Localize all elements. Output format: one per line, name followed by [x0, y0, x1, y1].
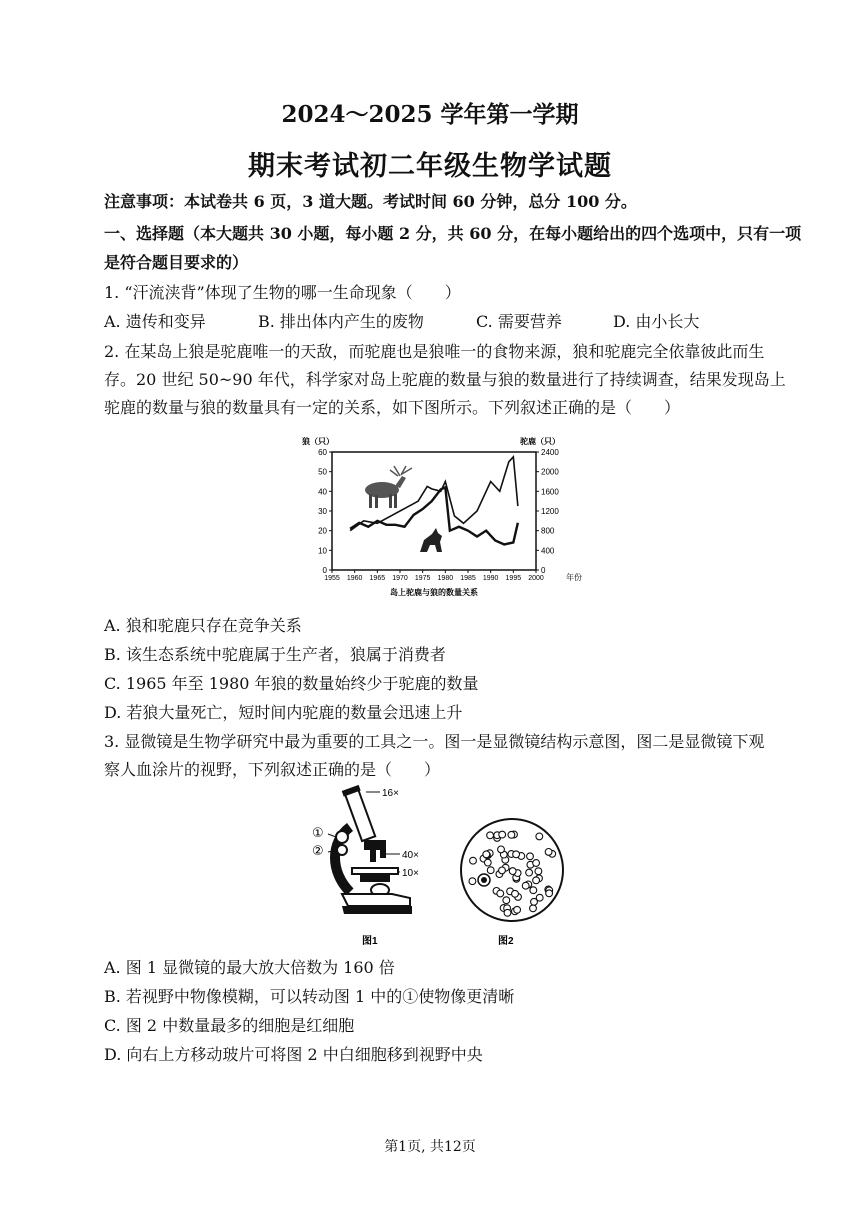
q2-option-c: C. 1965 年至 1980 年狼的数量始终少于驼鹿的数量: [104, 674, 479, 693]
blood-smear-figure: [452, 818, 572, 952]
red-blood-cell: [483, 851, 490, 858]
y-right-tick-label: 800: [541, 526, 555, 536]
y-right-tick-label: 2000: [541, 467, 559, 477]
y-left-tick-label: 50: [318, 467, 327, 477]
red-blood-cell: [487, 867, 494, 874]
red-blood-cell: [509, 868, 516, 875]
red-blood-cell: [527, 853, 534, 860]
red-blood-cell: [546, 890, 553, 897]
y-right-tick-label: 400: [541, 546, 555, 556]
red-blood-cell: [487, 832, 494, 839]
y-left-tick-label: 10: [318, 546, 327, 556]
red-blood-cell: [526, 869, 533, 876]
q2-stem-line3: 驼鹿的数量与狼的数量具有一定的关系，如下图所示。下列叙述正确的是（ ）: [104, 398, 681, 417]
moose-illustration: [365, 466, 412, 508]
red-blood-cell: [513, 851, 520, 858]
notice: 注意事项：本试卷共 6 页，3 道大题。考试时间 60 分钟，总分 100 分。: [104, 192, 637, 211]
chart-title: 岛上驼鹿与狼的数量关系: [390, 588, 478, 597]
red-blood-cell: [497, 890, 504, 897]
population-chart: [300, 432, 600, 600]
q3-stem-line1: 3. 显微镜是生物学研究中最为重要的工具之一。图一是显微镜结构示意图，图二是显微镜下观: [104, 732, 765, 751]
red-blood-cell: [533, 877, 540, 884]
y-right-tick-label: 1600: [541, 487, 559, 497]
x-tick-label: 2000: [528, 575, 544, 582]
objective-low-label: 10×: [402, 868, 419, 879]
q3-option-d: D. 向右上方移动玻片可将图 2 中白细胞移到视野中央: [104, 1045, 483, 1064]
plot-frame: [332, 452, 536, 570]
x-tick-label: 1960: [346, 575, 363, 582]
red-blood-cell: [535, 868, 542, 875]
x-tick-label: 1980: [437, 575, 454, 582]
y-left-tick-label: 60: [318, 448, 327, 457]
x-tick-label: 1970: [392, 575, 408, 582]
wolf-illustration: [420, 528, 442, 552]
q2-option-b: B. 该生态系统中驼鹿属于生产者，狼属于消费者: [104, 645, 446, 664]
fig1-caption: 图1: [362, 936, 378, 947]
q1-option-c: C. 需要营养: [476, 312, 562, 331]
y-left-axis-label: 狼（只）: [302, 437, 334, 446]
y-right-tick-label: 0: [541, 566, 546, 575]
q3-stem-line2: 察人血涂片的视野，下列叙述正确的是（ ）: [104, 760, 441, 779]
red-blood-cell: [512, 890, 519, 897]
q2-option-d: D. 若狼大量死亡，短时间内驼鹿的数量会迅速上升: [104, 703, 463, 722]
part-1-label: ①: [312, 826, 324, 841]
red-blood-cell: [530, 887, 537, 894]
red-blood-cell: [514, 906, 521, 913]
y-right-tick-label: 1200: [541, 507, 559, 516]
y-left-tick-label: 40: [318, 487, 327, 497]
q3-option-b: B. 若视野中物像模糊，可以转动图 1 中的①使物像更清晰: [104, 987, 515, 1006]
exam-term: 2024～2025 学年第一学期: [281, 101, 579, 128]
section1-heading: 一、选择题（本大题共 30 小题，每小题 2 分，共 60 分，在每小题给出的四个选项中，只有一项: [104, 224, 802, 243]
q1-option-a: A. 遗传和变异: [104, 312, 206, 331]
red-blood-cell: [469, 878, 476, 885]
red-blood-cell: [504, 909, 511, 916]
eyepiece-mag-label: 16×: [382, 788, 399, 799]
q1-stem: 1. “汗流浃背”体现了生物的哪一生命现象（ ）: [104, 283, 461, 302]
x-tick-label: 1965: [369, 575, 386, 582]
red-blood-cell: [499, 831, 506, 838]
objective-high-label: 40×: [402, 850, 419, 861]
red-blood-cell: [503, 897, 510, 904]
q2-stem-line1: 2. 在某岛上狼是驼鹿唯一的天敌，而驼鹿也是狼唯一的食物来源，狼和驼鹿完全依靠彼此而生: [104, 342, 765, 361]
part-2-label: ②: [312, 844, 324, 859]
red-blood-cell: [536, 894, 543, 901]
red-blood-cell: [470, 857, 477, 864]
x-tick-label: 1995: [505, 575, 522, 582]
y-right-axis-label: 驼鹿（只）: [520, 437, 560, 446]
y-right-tick-label: 2400: [541, 448, 559, 457]
red-blood-cell: [484, 859, 491, 866]
microscope-figure: [300, 782, 450, 952]
red-blood-cell: [522, 882, 529, 889]
fig2-caption: 图2: [498, 936, 514, 947]
x-tick-label: 1975: [414, 575, 431, 582]
q3-option-c: C. 图 2 中数量最多的细胞是红细胞: [104, 1016, 355, 1035]
y-left-tick-label: 20: [318, 526, 327, 536]
y-left-tick-label: 0: [322, 566, 327, 575]
red-blood-cell: [498, 846, 505, 853]
y-left-tick-label: 30: [318, 507, 327, 516]
q1-option-b: B. 排出体内产生的废物: [258, 312, 424, 331]
q1-option-d: D. 由小长大: [613, 312, 700, 331]
x-tick-label: 1955: [324, 575, 340, 582]
q3-option-a: A. 图 1 显微镜的最大放大倍数为 160 倍: [104, 958, 395, 977]
exam-title: 期末考试初二年级生物学试题: [248, 151, 612, 182]
x-tick-label: 1985: [460, 575, 476, 582]
x-tick-label: 1990: [482, 575, 499, 582]
section1-heading-cont: 是符合题目要求的）: [104, 253, 249, 272]
red-blood-cell: [533, 860, 540, 867]
page-footer: 第1页, 共12页: [384, 1139, 476, 1155]
red-blood-cell: [499, 867, 506, 874]
red-blood-cell: [545, 849, 552, 856]
red-blood-cell: [536, 833, 543, 840]
x-axis-label: 年份: [566, 573, 582, 582]
q2-option-a: A. 狼和驼鹿只存在竞争关系: [104, 616, 302, 635]
q2-stem-line2: 存。20 世纪 50~90 年代，科学家对岛上驼鹿的数量与狼的数量进行了持续调查，结果发现岛上: [104, 370, 786, 389]
red-blood-cell: [508, 831, 515, 838]
red-blood-cell: [530, 905, 537, 912]
